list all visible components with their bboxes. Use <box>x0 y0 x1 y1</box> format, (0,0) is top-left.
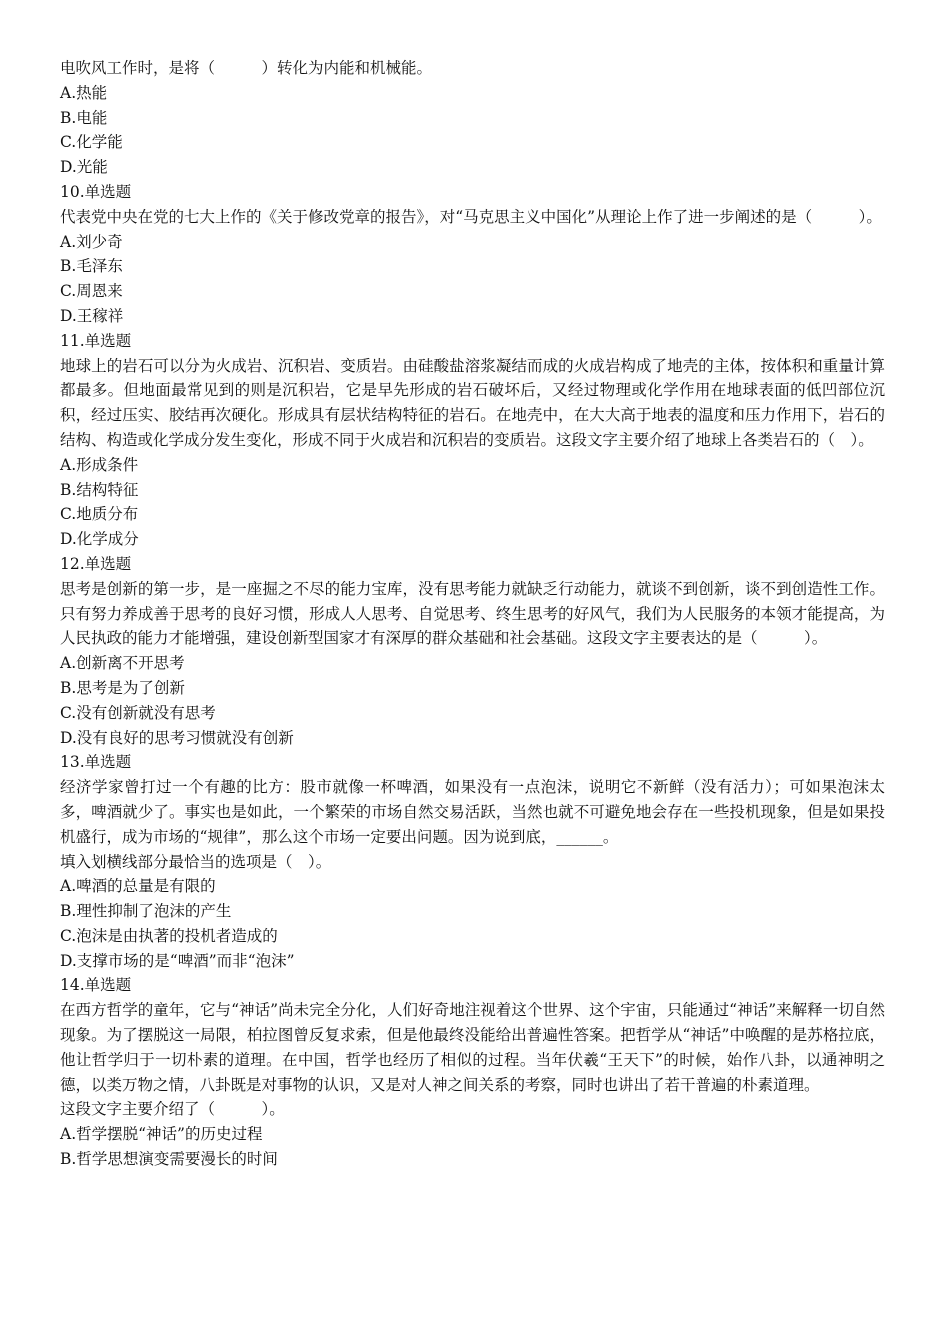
option-d: D.光能 <box>60 158 108 177</box>
exam-page <box>60 56 885 1172</box>
option-c: C.化学能 <box>60 133 123 152</box>
question-stem: 代表党中央在党的七大上作的《关于修改党章的报告》，对“马克思主义中国化”从理论上作了进一步阐述的是（ ）。 <box>60 207 882 226</box>
option-a: A.形成条件 <box>60 455 139 474</box>
option-b: B.哲学思想演变需要漫长的时间 <box>60 1150 278 1169</box>
question-header: 11.单选题 <box>60 331 132 350</box>
option-d: D.化学成分 <box>60 530 139 549</box>
question-10 <box>60 180 885 329</box>
option-a: A.哲学摆脱“神话”的历史过程 <box>60 1125 263 1144</box>
option-b: B.毛泽东 <box>60 257 123 276</box>
option-b: B.电能 <box>60 108 108 127</box>
question-stem: 电吹风工作时，是将（ ）转化为内能和机械能。 <box>60 59 433 77</box>
question-stem: 在西方哲学的童年，它与“神话”尚未完全分化，人们好奇地注视着这个世界、这个宇宙，只能通过“神话”来解释一切自然现象。为了摆脱这一局限，柏拉图曾反复求索，但是他最终没能给出普遍性答案。把哲学从“神话”中唤醒的是苏格拉底，他让哲学归于一切朴素的道理。在中国，哲学也经历了相似的过程。当年伏羲“王天下”的时候，始作八卦，以通神明之德，以类万物之情，八卦既是对事物的认识，又是对人神之间关系的考察，同时也讲出了若干普遍的朴素道理。 <box>60 1001 885 1094</box>
option-b: B.思考是为了创新 <box>60 678 185 697</box>
question-13 <box>60 750 885 973</box>
question-prompt: 填入划横线部分最恰当的选项是（ ）。 <box>60 852 332 871</box>
question-header: 13.单选题 <box>60 753 132 772</box>
question-9 <box>60 56 885 180</box>
option-c: C.没有创新就没有思考 <box>60 703 216 722</box>
option-a: A.刘少奇 <box>60 232 123 251</box>
question-stem: 思考是创新的第一步，是一座掘之不尽的能力宝库，没有思考能力就缺乏行动能力，就谈不到创新，谈不到创造性工作。只有努力养成善于思考的良好习惯，形成人人思考、自觉思考、终生思考的好风气，我们为人民服务的本领才能提高，为人民执政的能力才能增强，建设创新型国家才有深厚的群众基础和社会基础。这段文字主要表达的是（ ）。 <box>60 579 885 648</box>
question-stem: 经济学家曾打过一个有趣的比方：股市就像一杯啤酒，如果没有一点泡沫，说明它不新鲜（没有活力）；可如果泡沫太多，啤酒就少了。事实也是如此，一个繁荣的市场自然交易活跃，当然也就不可避免地会存在一些投机现象，但是如果投机盛行，成为市场的“规律”，那么这个市场一定要出问题。因为说到底，______。 <box>60 778 885 846</box>
option-a: A.啤酒的总量是有限的 <box>60 877 216 896</box>
option-c: C.周恩来 <box>60 282 123 301</box>
question-stem: 地球上的岩石可以分为火成岩、沉积岩、变质岩。由硅酸盐溶浆凝结而成的火成岩构成了地壳的主体，按体积和重量计算都最多。但地面最常见到的则是沉积岩，它是早先形成的岩石破坏后，又经过物理或化学作用在地球表面的低凹部位沉积，经过压实、胶结再次硬化。形成具有层状结构特征的岩石。在地壳中，在大大高于地表的温度和压力作用下，岩石的结构、构造或化学成分发生变化，形成不同于火成岩和沉积岩的变质岩。这段文字主要介绍了地球上各类岩石的（ ）。 <box>60 356 885 449</box>
question-prompt: 这段文字主要介绍了（ ）。 <box>60 1100 285 1119</box>
question-header: 14.单选题 <box>60 976 132 995</box>
question-12 <box>60 552 885 750</box>
question-14 <box>60 973 885 1171</box>
question-header: 12.单选题 <box>60 554 132 573</box>
option-d: D.没有良好的思考习惯就没有创新 <box>60 728 294 747</box>
option-a: A.创新离不开思考 <box>60 654 185 673</box>
option-b: B.理性抑制了泡沫的产生 <box>60 902 232 921</box>
question-11 <box>60 329 885 552</box>
option-a: A.热能 <box>60 83 108 102</box>
option-c: C.地质分布 <box>60 505 139 524</box>
option-b: B.结构特征 <box>60 480 139 499</box>
option-d: D.王稼祥 <box>60 306 124 325</box>
question-header: 10.单选题 <box>60 182 132 201</box>
option-c: C.泡沫是由执著的投机者造成的 <box>60 926 278 945</box>
option-d: D.支撑市场的是“啤酒”而非“泡沫” <box>60 951 295 970</box>
